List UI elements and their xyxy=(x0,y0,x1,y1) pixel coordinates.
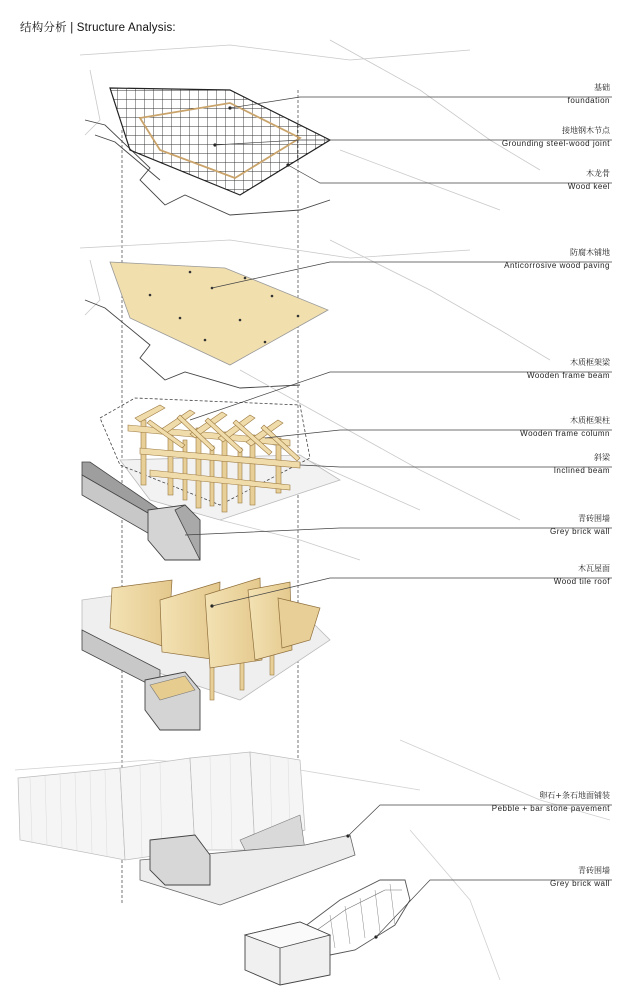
label-zh: 木瓦屋面 xyxy=(578,564,610,573)
label-en: Wood keel xyxy=(567,182,610,191)
label-frame-column xyxy=(520,414,610,440)
label-pebble-pavement xyxy=(492,789,610,815)
label-en: Grey brick wall xyxy=(550,879,610,888)
label-zh: 木龙骨 xyxy=(586,169,610,178)
label-zh: 木质框架梁 xyxy=(570,358,610,367)
label-en: Anticorrosive wood paving xyxy=(504,261,610,270)
label-en: Pebble + bar stone pavement xyxy=(491,804,610,813)
layer-foundation xyxy=(80,40,540,215)
label-en: Wood tile roof xyxy=(553,577,610,586)
label-en: Wooden frame column xyxy=(520,429,610,438)
label-grey-brick-wall-2 xyxy=(550,864,610,890)
label-zh: 基础 xyxy=(594,83,610,92)
label-zh: 防腐木铺地 xyxy=(570,248,610,257)
label-en: Inclined beam xyxy=(553,466,610,475)
label-zh: 接地钢木节点 xyxy=(562,126,610,135)
label-en: foundation xyxy=(567,96,610,105)
label-zh: 青砖围墙 xyxy=(578,514,610,523)
label-en: Grounding steel-wood joint xyxy=(501,139,610,148)
label-wood-paving xyxy=(504,246,610,272)
layer-wood-tile-roof xyxy=(82,578,330,730)
label-wood-keel xyxy=(568,167,610,193)
label-zh: 卵石+条石地面铺装 xyxy=(539,791,610,800)
label-zh: 木质框架柱 xyxy=(570,416,610,425)
layer-full-assembly xyxy=(15,740,610,985)
label-grey-brick-wall xyxy=(550,512,610,538)
label-foundation xyxy=(568,81,610,107)
label-en: Grey brick wall xyxy=(550,527,610,536)
label-frame-beam xyxy=(527,356,610,382)
label-en: Wooden frame beam xyxy=(526,371,610,380)
label-inclined-beam xyxy=(554,451,610,477)
label-zh: 青砖围墙 xyxy=(578,866,610,875)
label-wood-tile-roof xyxy=(554,562,610,588)
label-zh: 斜梁 xyxy=(594,453,610,462)
page-title: 结构分析 | Structure Analysis: xyxy=(20,22,176,34)
label-grounding-joint xyxy=(502,124,610,150)
